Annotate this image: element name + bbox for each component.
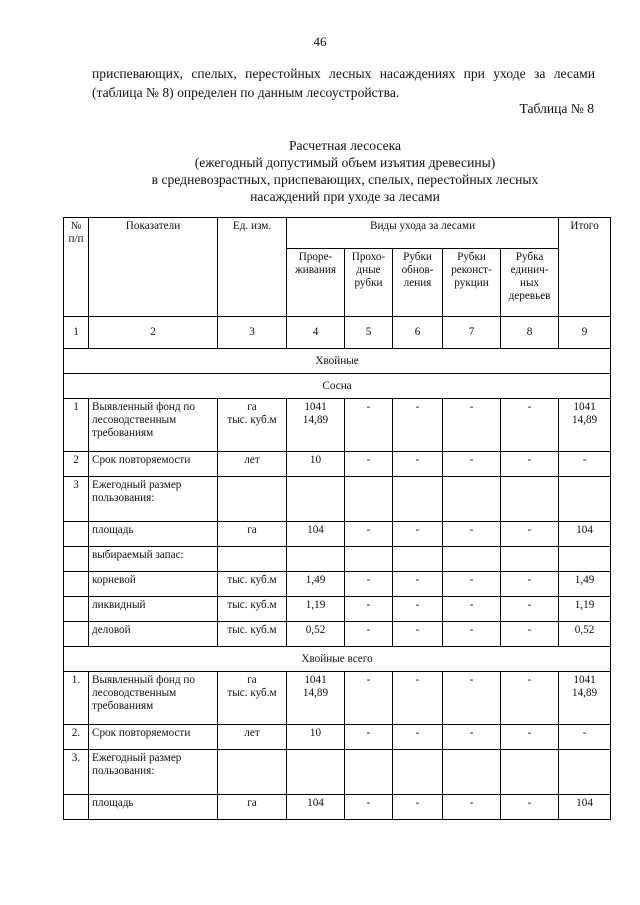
- row-indicator: площадь: [89, 795, 218, 820]
- page-number: 46: [313, 34, 327, 49]
- row-number: [64, 547, 89, 572]
- row-total: 0,52: [559, 622, 611, 647]
- row-value: 10: [287, 452, 345, 477]
- row-value: -: [501, 622, 559, 647]
- row-indicator: Срок повторяемости: [89, 725, 218, 750]
- row-value: -: [345, 725, 393, 750]
- table-row: [64, 795, 611, 820]
- table-title-line-4: насаждений при уходе за лесами: [250, 189, 440, 204]
- row-unit: га: [218, 522, 287, 547]
- row-value: -: [393, 622, 443, 647]
- row-value: -: [443, 622, 501, 647]
- row-value: -: [393, 725, 443, 750]
- row-number: 1: [64, 399, 89, 452]
- row-total: 1,19: [559, 597, 611, 622]
- row-total: -: [559, 725, 611, 750]
- row-total: [559, 477, 611, 522]
- row-total: 104: [559, 795, 611, 820]
- row-value: -: [345, 795, 393, 820]
- row-indicator: Ежегодный размер пользования:: [89, 750, 218, 795]
- table-title-line-2: (ежегодный допустимый объем изъятия древесины): [194, 155, 496, 170]
- table-row: [64, 725, 611, 750]
- row-value: [287, 547, 345, 572]
- row-value: -: [443, 597, 501, 622]
- row-value: -: [345, 622, 393, 647]
- row-number: [64, 622, 89, 647]
- row-total: 104: [559, 522, 611, 547]
- col-number: 2: [89, 317, 218, 349]
- row-total: 1041 14,89: [559, 672, 611, 725]
- header-indicators: Показатели: [89, 218, 218, 317]
- row-value: [287, 750, 345, 795]
- row-value: -: [393, 795, 443, 820]
- row-value: -: [443, 522, 501, 547]
- row-value: -: [443, 572, 501, 597]
- header-types-of-care: Виды ухода за лесами: [287, 218, 559, 249]
- row-number: 3.: [64, 750, 89, 795]
- row-value: -: [501, 795, 559, 820]
- row-indicator: Выявленный фонд по лесоводственным требованиям: [89, 399, 218, 452]
- row-value: [287, 477, 345, 522]
- column-number-row: [64, 317, 611, 349]
- row-value: -: [443, 452, 501, 477]
- row-unit: тыс. куб.м: [218, 572, 287, 597]
- table-row: [64, 622, 611, 647]
- table-row: [64, 399, 611, 452]
- table-label: Таблица № 8: [519, 101, 594, 116]
- row-value: [443, 547, 501, 572]
- row-value: [501, 750, 559, 795]
- row-value: 1041 14,89: [287, 672, 345, 725]
- header-reconstruction-cuts: Рубки реконст-рукции: [443, 249, 501, 317]
- row-number: 1.: [64, 672, 89, 725]
- intro-paragraph: приспевающих, спелых, перестойных лесных насаждениях при уходе за лесами (таблица № 8) определен по данным лесоустройства.: [92, 66, 595, 100]
- row-value: -: [393, 452, 443, 477]
- col-number: 7: [443, 317, 501, 349]
- row-value: [345, 477, 393, 522]
- row-value: [443, 750, 501, 795]
- row-value: 0,52: [287, 622, 345, 647]
- row-unit: га: [218, 795, 287, 820]
- row-value: 104: [287, 795, 345, 820]
- row-unit: тыс. куб.м: [218, 597, 287, 622]
- row-value: -: [443, 795, 501, 820]
- row-value: -: [345, 572, 393, 597]
- row-value: -: [393, 522, 443, 547]
- harvest-table: [63, 217, 611, 820]
- header-single-tree-cuts: Рубка единич-ных деревьев: [501, 249, 559, 317]
- row-value: -: [345, 399, 393, 452]
- row-value: [501, 547, 559, 572]
- table-row: [64, 572, 611, 597]
- row-value: -: [501, 597, 559, 622]
- row-value: -: [393, 399, 443, 452]
- table-row: [64, 452, 611, 477]
- header-row: [64, 218, 611, 249]
- col-number: 8: [501, 317, 559, 349]
- section-row: [64, 349, 611, 374]
- row-indicator: Срок повторяемости: [89, 452, 218, 477]
- row-indicator: корневой: [89, 572, 218, 597]
- row-value: 1,19: [287, 597, 345, 622]
- row-value: -: [393, 572, 443, 597]
- row-unit: га тыс. куб.м: [218, 399, 287, 452]
- col-number: 3: [218, 317, 287, 349]
- table-body: [64, 218, 611, 820]
- row-value: [443, 477, 501, 522]
- section-title: Хвойные всего: [64, 647, 611, 672]
- row-value: -: [501, 725, 559, 750]
- row-value: -: [501, 399, 559, 452]
- row-unit: [218, 477, 287, 522]
- row-indicator: Ежегодный размер пользования:: [89, 477, 218, 522]
- row-value: -: [443, 725, 501, 750]
- row-unit: лет: [218, 725, 287, 750]
- row-value: [393, 547, 443, 572]
- table-title-line-1: Расчетная лесосека: [288, 138, 402, 153]
- row-total: [559, 547, 611, 572]
- header-renewal-cuts: Рубки обнов-ления: [393, 249, 443, 317]
- row-value: -: [345, 597, 393, 622]
- row-value: [393, 477, 443, 522]
- table-row: [64, 672, 611, 725]
- col-number: 9: [559, 317, 611, 349]
- row-unit: га тыс. куб.м: [218, 672, 287, 725]
- row-unit: лет: [218, 452, 287, 477]
- row-number: [64, 522, 89, 547]
- row-total: -: [559, 452, 611, 477]
- row-number: [64, 795, 89, 820]
- section-title: Сосна: [64, 374, 611, 399]
- row-value: [345, 547, 393, 572]
- row-total: [559, 750, 611, 795]
- section-row: [64, 647, 611, 672]
- header-thinning: Прорe-живания: [287, 249, 345, 317]
- table-row: [64, 522, 611, 547]
- row-value: -: [345, 452, 393, 477]
- row-indicator: деловой: [89, 622, 218, 647]
- row-unit: тыс. куб.м: [218, 622, 287, 647]
- row-value: 10: [287, 725, 345, 750]
- row-value: -: [393, 672, 443, 725]
- row-unit: [218, 750, 287, 795]
- col-number: 4: [287, 317, 345, 349]
- row-unit: [218, 547, 287, 572]
- row-value: 1041 14,89: [287, 399, 345, 452]
- row-value: 1,49: [287, 572, 345, 597]
- table-row: [64, 750, 611, 795]
- col-number: 1: [64, 317, 89, 349]
- row-value: [501, 477, 559, 522]
- header-no: № п/п: [64, 218, 89, 317]
- row-value: [345, 750, 393, 795]
- header-passage-cuts: Прохо-дные рубки: [345, 249, 393, 317]
- row-number: [64, 597, 89, 622]
- row-value: -: [345, 672, 393, 725]
- table-row: [64, 597, 611, 622]
- row-value: 104: [287, 522, 345, 547]
- row-value: -: [443, 399, 501, 452]
- row-indicator: площадь: [89, 522, 218, 547]
- header-total: Итого: [559, 218, 611, 317]
- row-number: 3: [64, 477, 89, 522]
- table-row: [64, 477, 611, 522]
- row-indicator: выбираемый запас:: [89, 547, 218, 572]
- row-number: [64, 572, 89, 597]
- row-indicator: Выявленный фонд по лесоводственным требованиям: [89, 672, 218, 725]
- col-number: 5: [345, 317, 393, 349]
- row-number: 2: [64, 452, 89, 477]
- section-title: Хвойные: [64, 349, 611, 374]
- row-value: -: [501, 672, 559, 725]
- row-total: 1041 14,89: [559, 399, 611, 452]
- row-value: -: [345, 522, 393, 547]
- row-indicator: ликвидный: [89, 597, 218, 622]
- row-value: [393, 750, 443, 795]
- row-total: 1,49: [559, 572, 611, 597]
- row-value: -: [443, 672, 501, 725]
- table-row: [64, 547, 611, 572]
- row-number: 2.: [64, 725, 89, 750]
- row-value: -: [393, 597, 443, 622]
- col-number: 6: [393, 317, 443, 349]
- row-value: -: [501, 572, 559, 597]
- row-value: -: [501, 452, 559, 477]
- section-row: [64, 374, 611, 399]
- table-title-line-3: в средневозрастных, приспевающих, спелых, перестойных лесных: [151, 172, 539, 187]
- row-value: -: [501, 522, 559, 547]
- header-unit: Ед. изм.: [218, 218, 287, 317]
